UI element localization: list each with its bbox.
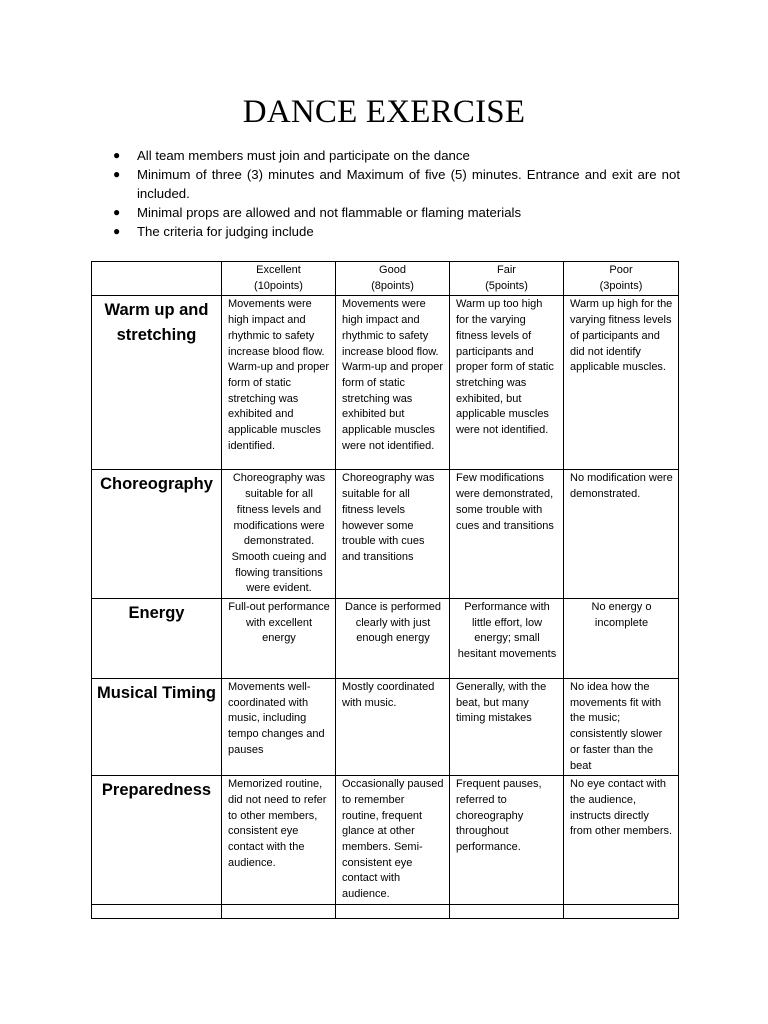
- table-cell: Generally, with the beat, but many timing mistakes: [450, 679, 564, 776]
- table-cell: [222, 904, 336, 918]
- table-cell: Choreography was suitable for all fitness levels and modifications were demonstrated. Smooth cueing and flowing transitions were evident.: [222, 470, 336, 599]
- table-cell: Performance with little effort, low energy; small hesitant movements: [450, 599, 564, 679]
- criterion-cell: Musical Timing: [92, 679, 222, 776]
- header-corner-cell: [92, 262, 222, 296]
- list-item: [110, 146, 680, 165]
- table-cell: No idea how the movements fit with the music; consistently slower or faster than the beat: [564, 679, 679, 776]
- table-cell: Choreography was suitable for all fitness levels however some trouble with cues and transitions: [336, 470, 450, 599]
- table-cell: No energy o incomplete: [564, 599, 679, 679]
- table-cell: Memorized routine, did not need to refer to other members, consistent eye contact with the audience.: [222, 776, 336, 905]
- bullet-icon: ●: [113, 148, 121, 162]
- header-fair: Fair (5points): [450, 262, 564, 296]
- table-cell: Occasionally paused to remember routine, frequent glance at other members. Semi-consistent eye contact with audience.: [336, 776, 450, 905]
- bullet-icon: ●: [113, 167, 121, 181]
- table-row: [92, 470, 679, 599]
- table-cell: [564, 904, 679, 918]
- table-cell: No eye contact with the audience, instructs directly from other members.: [564, 776, 679, 905]
- list-item-text: The criteria for judging include: [137, 224, 314, 239]
- table-cell: Mostly coordinated with music.: [336, 679, 450, 776]
- table-cell: Warm up too high for the varying fitness levels of participants and proper form of static stretching was exhibited, but applicable muscles were not identified.: [450, 296, 564, 470]
- table-cell: Movements were high impact and rhythmic to safety increase blood flow. Warm-up and proper form of static stretching was exhibited but applicable muscles were not identified.: [336, 296, 450, 470]
- table-cell: Movements were high impact and rhythmic to safety increase blood flow. Warm-up and proper form of static stretching was exhibited and applicable muscles identified.: [222, 296, 336, 470]
- table-header-row: [92, 262, 679, 296]
- bullet-icon: ●: [113, 205, 121, 219]
- empty-table-row: [92, 904, 679, 918]
- criterion-cell: Energy: [92, 599, 222, 679]
- criterion-cell: Warm up and stretching: [92, 296, 222, 470]
- list-item: [110, 203, 680, 222]
- header-good: Good (8points): [336, 262, 450, 296]
- table-cell: Dance is performed clearly with just enough energy: [336, 599, 450, 679]
- page-title: DANCE EXERCISE: [242, 94, 526, 130]
- instructions-list: [110, 146, 680, 241]
- table-cell: Few modifications were demonstrated, some trouble with cues and transitions: [450, 470, 564, 599]
- table-cell: [92, 904, 222, 918]
- table-cell: [450, 904, 564, 918]
- list-item-text: Minimal props are allowed and not flammable or flaming materials: [137, 205, 522, 220]
- list-item: [110, 222, 680, 241]
- table-cell: [336, 904, 450, 918]
- table-cell: Warm up high for the varying fitness levels of participants and did not identify applicable muscles.: [564, 296, 679, 470]
- criterion-cell: Preparedness: [92, 776, 222, 905]
- criterion-cell: Choreography: [92, 470, 222, 599]
- bullet-icon: ●: [113, 224, 121, 238]
- table-row: [92, 776, 679, 905]
- list-item-text: Minimum of three (3) minutes and Maximum of five (5) minutes. Entrance and exit are not included.: [137, 167, 680, 201]
- table-row: [92, 296, 679, 470]
- list-item-text: All team members must join and participate on the dance: [137, 148, 470, 163]
- table-cell: No modification were demonstrated.: [564, 470, 679, 599]
- table-cell: Full-out performance with excellent energy: [222, 599, 336, 679]
- table-row: [92, 599, 679, 679]
- header-excellent: Excellent (10points): [222, 262, 336, 296]
- header-poor: Poor (3points): [564, 262, 679, 296]
- table-cell: Movements well-coordinated with music, including tempo changes and pauses: [222, 679, 336, 776]
- list-item: [110, 165, 680, 203]
- table-row: [92, 679, 679, 776]
- rubric-table: [91, 261, 679, 919]
- table-cell: Frequent pauses, referred to choreography throughout performance.: [450, 776, 564, 905]
